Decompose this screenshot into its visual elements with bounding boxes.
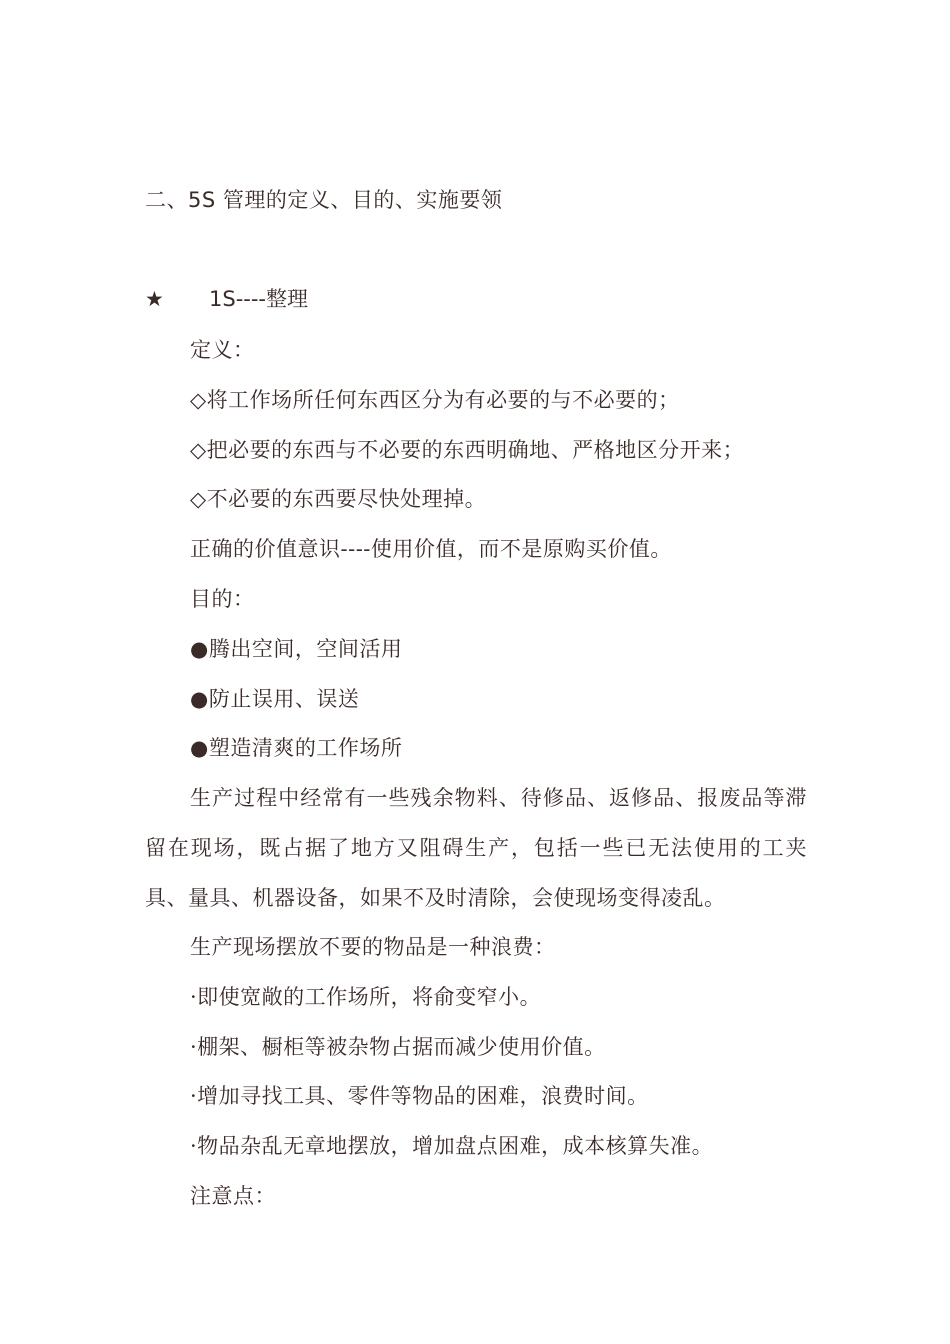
waste-item: ·物品杂乱无章地摆放，增加盘点困难，成本核算失准。 bbox=[190, 1134, 714, 1158]
star-item-label: 1S----整理 bbox=[209, 287, 309, 311]
star-bullet-icon: ★ bbox=[145, 287, 164, 311]
waste-item: ·即使宽敞的工作场所，将俞变窄小。 bbox=[190, 985, 542, 1009]
definition-item: ◇不必要的东西要尽快处理掉。 bbox=[190, 487, 487, 511]
definition-item: ◇将工作场所任何东西区分为有必要的与不必要的； bbox=[190, 388, 680, 412]
purpose-label: 目的： bbox=[190, 587, 255, 611]
star-item-row bbox=[145, 284, 308, 314]
body-paragraph: 生产过程中经常有一些残余物料、待修品、返修品、报废品等滞留在现场，既占据了地方又阻碍生产，包括一些已无法使用的工夹具、量具、机器设备，如果不及时清除，会使现场变得凌乱。 bbox=[145, 786, 807, 910]
purpose-item: ●塑造清爽的工作场所 bbox=[190, 736, 403, 760]
definition-label: 定义： bbox=[190, 338, 255, 362]
waste-intro: 生产现场摆放不要的物品是一种浪费： bbox=[190, 935, 556, 959]
notes-label: 注意点： bbox=[190, 1184, 276, 1208]
value-statement: 正确的价值意识----使用价值，而不是原购买价值。 bbox=[190, 537, 672, 561]
section-title: 二、5S 管理的定义、目的、实施要领 bbox=[145, 188, 503, 212]
waste-item: ·棚架、橱柜等被杂物占据而减少使用价值。 bbox=[190, 1035, 606, 1059]
waste-item: ·增加寻找工具、零件等物品的困难，浪费时间。 bbox=[190, 1084, 649, 1108]
purpose-item: ●防止误用、误送 bbox=[190, 687, 360, 711]
definition-item: ◇把必要的东西与不必要的东西明确地、严格地区分开来； bbox=[190, 438, 745, 462]
purpose-item: ●腾出空间，空间活用 bbox=[190, 637, 403, 661]
